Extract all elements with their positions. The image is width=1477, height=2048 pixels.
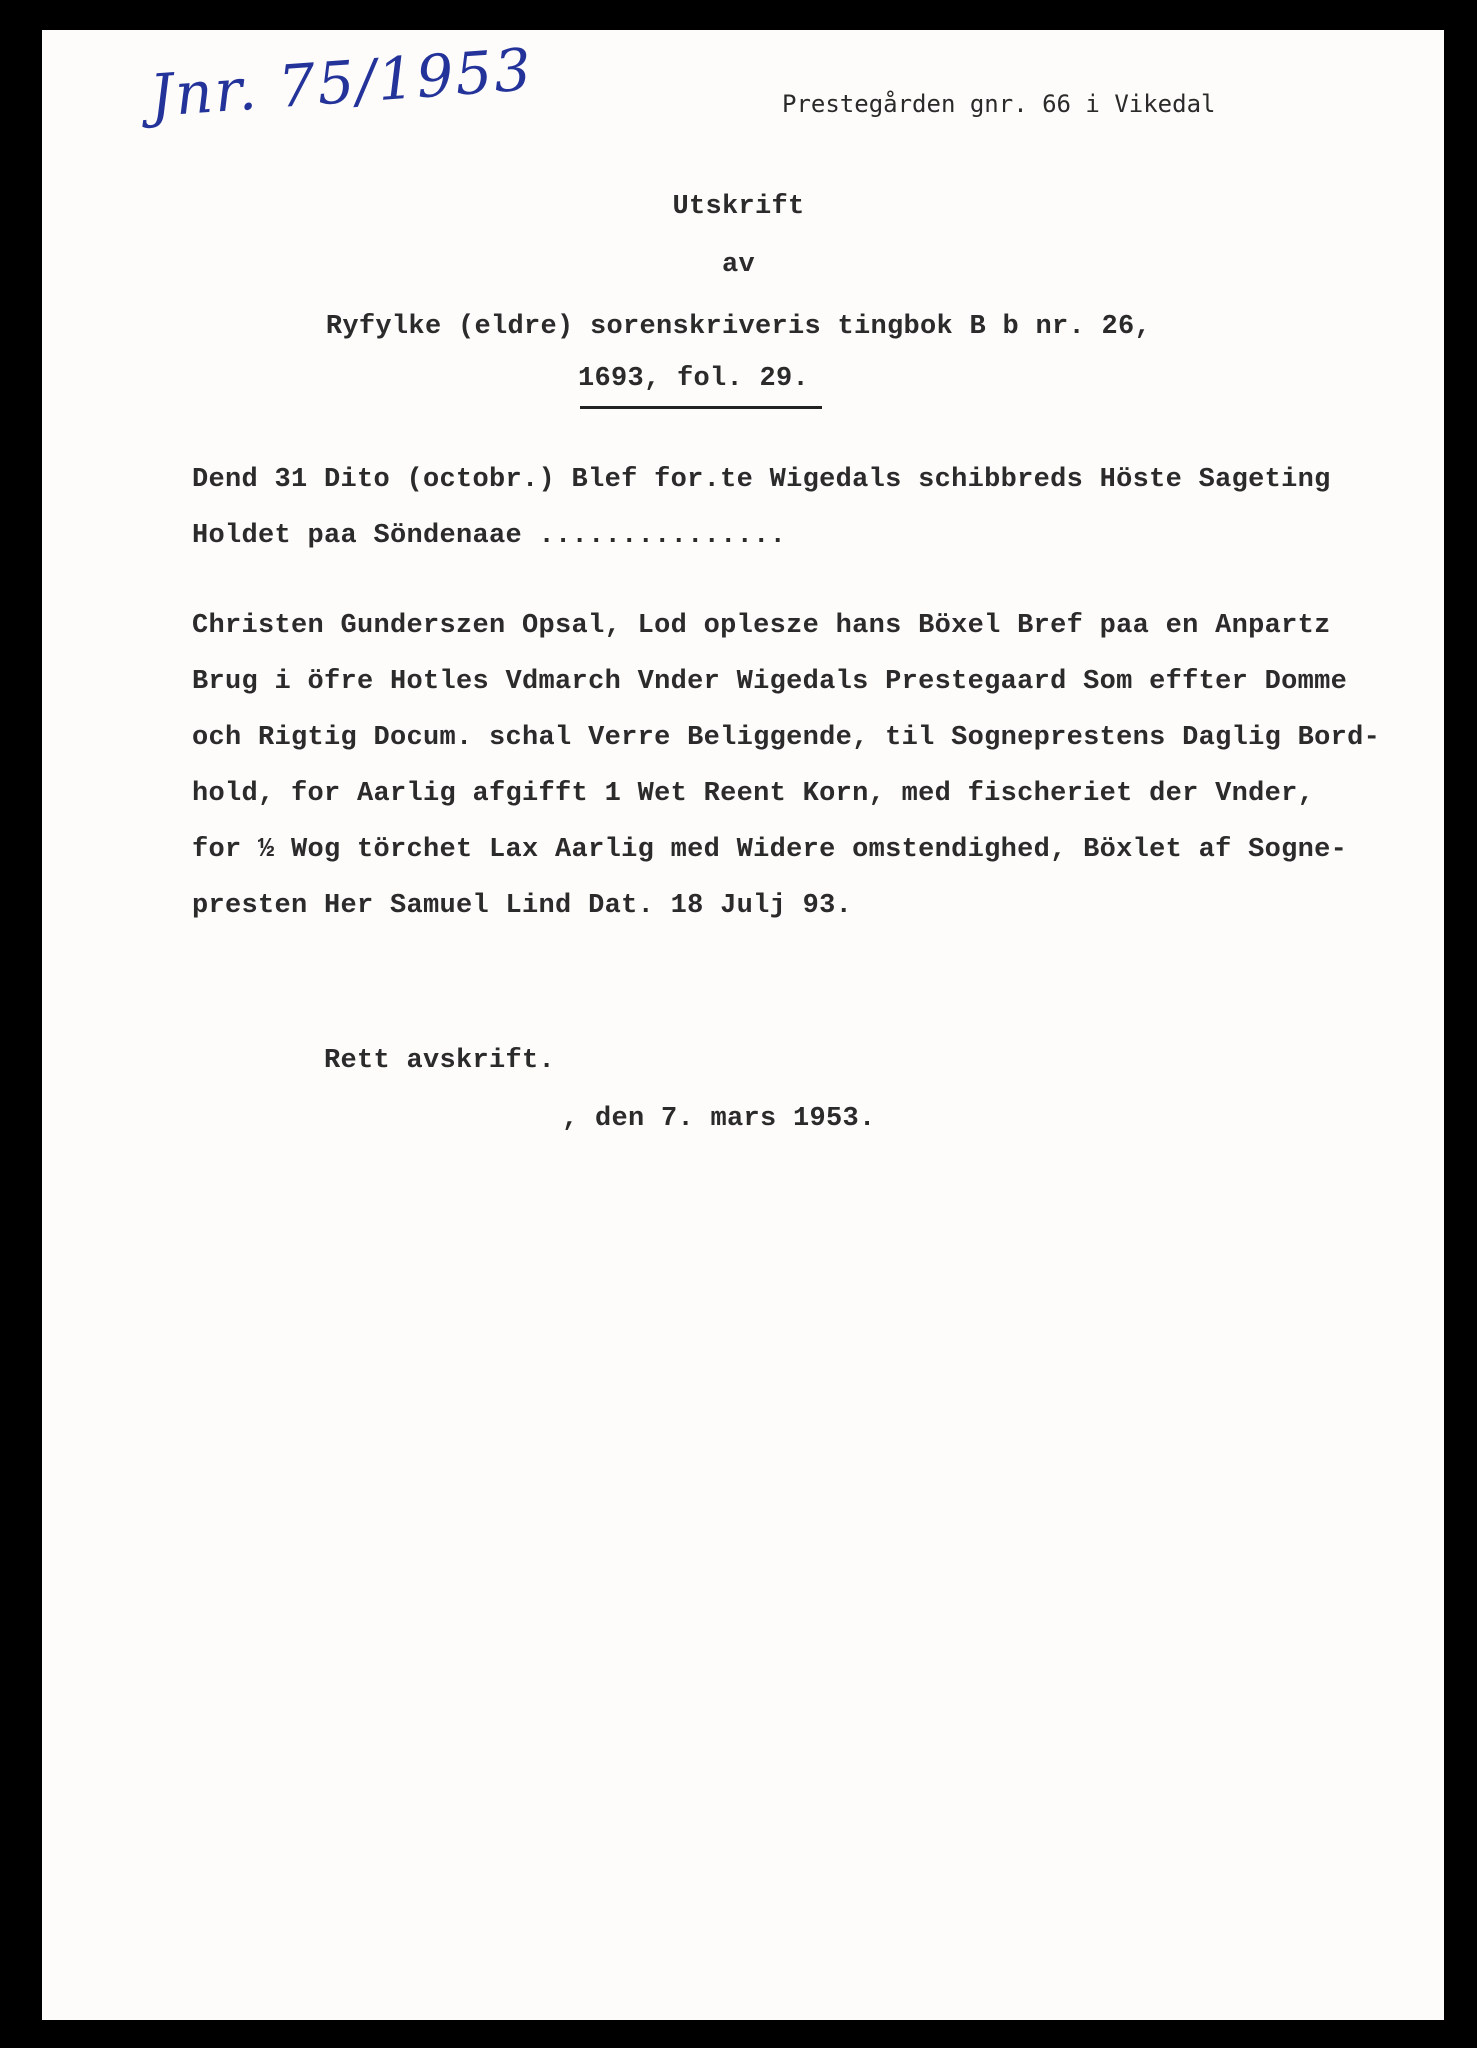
paragraph-line: Dend 31 Dito (octobr.) Blef for.te Wigedals schibbreds Höste Sageting xyxy=(192,465,1331,495)
closing-certification: Rett avskrift. xyxy=(324,1046,556,1076)
title-folio: 1693, fol. 29. xyxy=(578,364,810,394)
paragraph-court-session xyxy=(192,452,1422,564)
title-av: av xyxy=(721,250,755,280)
paragraph-line: Brug i öfre Hotles Vdmarch Vnder Wigedals Prestegaard Som effter Domme xyxy=(192,667,1348,697)
handwritten-journal-number: Jnr. 75/1953 xyxy=(147,35,536,130)
title-underline xyxy=(580,406,822,409)
paragraph-line: for ½ Wog törchet Lax Aarlig med Widere omstendighed, Böxlet af Sogne- xyxy=(192,835,1348,865)
paragraph-line: presten Her Samuel Lind Dat. 18 Julj 93. xyxy=(192,891,853,921)
paragraph-line: Holdet paa Söndenaae ............... xyxy=(192,521,787,551)
date-line: , den 7. mars 1953. xyxy=(562,1104,876,1134)
property-header: Prestegården gnr. 66 i Vikedal xyxy=(782,90,1216,118)
title-source: Ryfylke (eldre) sorenskriveris tingbok B b nr. 26, xyxy=(325,312,1152,342)
paragraph-line: och Rigtig Docum. schal Verre Beliggende, til Sogneprestens Daglig Bord- xyxy=(192,723,1381,753)
paragraph-lease-record xyxy=(192,598,1422,934)
title-utskrift: Utskrift xyxy=(672,192,805,222)
paragraph-line: hold, for Aarlig afgifft 1 Wet Reent Korn, med fischeriet der Vnder, xyxy=(192,779,1315,809)
paragraph-line: Christen Gunderszen Opsal, Lod oplesze hans Böxel Bref paa en Anpartz xyxy=(192,611,1331,641)
